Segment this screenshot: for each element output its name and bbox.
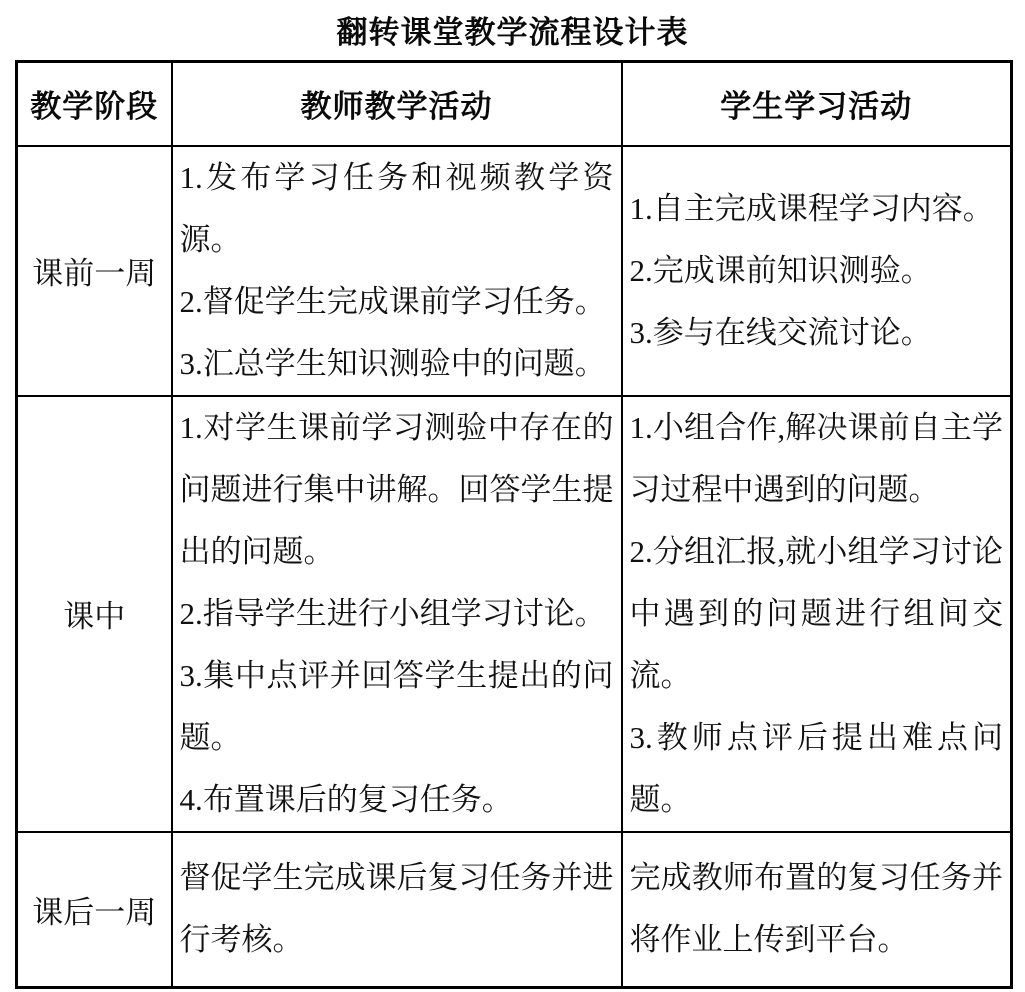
activity-item: 4.布置课后的复习任务。 <box>179 781 513 817</box>
student-activities-after-class <box>622 832 1012 988</box>
page-title: 翻转课堂教学流程设计表 <box>336 14 689 50</box>
teacher-activities-during-class <box>172 396 622 832</box>
activity-item: 3.参与在线交流讨论。 <box>629 314 932 350</box>
student-activities-during-class <box>622 396 1012 832</box>
activity-item: 3.集中点评并回答学生提出的问题。 <box>179 657 614 755</box>
stage-cell-after-class: 课后一周 <box>17 832 172 988</box>
activity-item: 3.汇总学生知识测验中的问题。 <box>179 345 606 381</box>
stage-cell-before-class: 课前一周 <box>17 146 172 396</box>
activity-item: 3.教师点评后提出难点问题。 <box>629 719 1003 817</box>
activity-item: 1.发布学习任务和视频教学资源。 <box>179 159 614 257</box>
table-row-during-class <box>17 396 1012 832</box>
activity-item: 1.自主完成课程学习内容。 <box>629 190 994 226</box>
teacher-activities-after-class <box>172 832 622 988</box>
activity-item: 2.分组汇报,就小组学习讨论中遇到的问题进行组间交流。 <box>629 533 1003 693</box>
header-cell-teacher-activity: 教师教学活动 <box>172 62 622 146</box>
activity-item: 2.督促学生完成课前学习任务。 <box>179 283 606 319</box>
table-row-after-class <box>17 832 1012 988</box>
stage-cell-during-class: 课中 <box>17 396 172 832</box>
activity-item: 2.完成课前知识测验。 <box>629 252 932 288</box>
activity-item: 完成教师布置的复习任务并将作业上传到平台。 <box>629 860 1003 958</box>
activity-item: 2.指导学生进行小组学习讨论。 <box>179 595 606 631</box>
flipped-classroom-flow-table <box>15 60 1013 989</box>
student-activities-before-class <box>622 146 1012 396</box>
header-cell-student-activity: 学生学习活动 <box>622 62 1012 146</box>
header-cell-stage: 教学阶段 <box>17 62 172 146</box>
teacher-activities-before-class <box>172 146 622 396</box>
activity-item: 1.小组合作,解决课前自主学习过程中遇到的问题。 <box>629 409 1003 507</box>
table-row-before-class <box>17 146 1012 396</box>
activity-item: 督促学生完成课后复习任务并进行考核。 <box>179 860 614 958</box>
header-row <box>17 62 1012 146</box>
activity-item: 1.对学生课前学习测验中存在的问题进行集中讲解。回答学生提出的问题。 <box>179 409 614 569</box>
